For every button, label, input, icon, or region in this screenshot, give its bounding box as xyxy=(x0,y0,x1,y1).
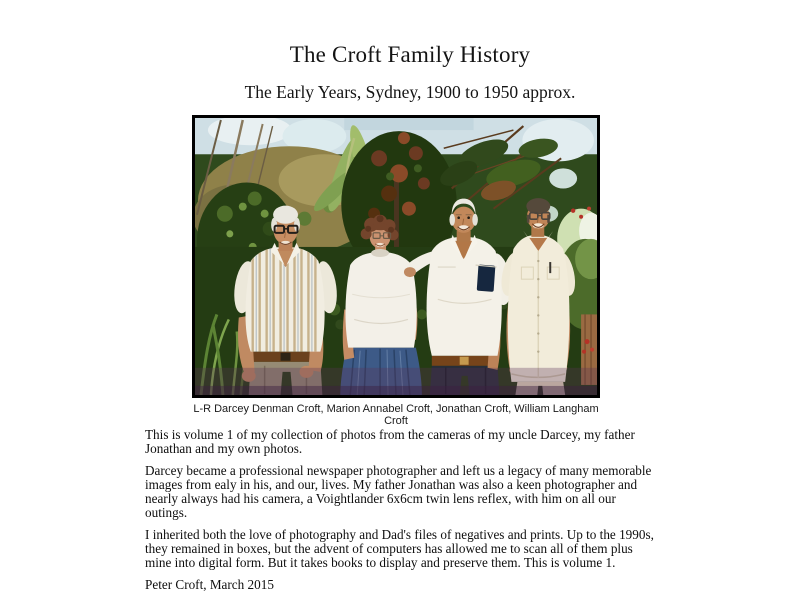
document-subtitle: The Early Years, Sydney, 1900 to 1950 approx. xyxy=(244,82,576,102)
paragraph-2: Darcey became a professional newspaper photographer and left us a legacy of many memorable images from ealy in his, and our, lives. My father Jonathan was also a keen photographer and nearly always had his camera, a Voightlander 6x6cm twin lens reflex, with him on all our outings. xyxy=(145,463,652,520)
photo-caption: L-R Darcey Denman Croft, Marion Annabel Croft, Jonathan Croft, William Langham Croft xyxy=(193,403,599,427)
photo-bottom-tint xyxy=(195,368,597,395)
signature: Peter Croft, March 2015 xyxy=(145,577,274,593)
document-title: The Croft Family History xyxy=(289,42,531,67)
paragraph-3: I inherited both the love of photography and Dad's files of negatives and prints. Up to the 1990s, they remained in boxes, but the advent of computers has allowed me to scan all of them plus mine into digital form. But it takes books to display and preserve them. This is volume 1. xyxy=(145,527,654,570)
body-text xyxy=(145,428,661,601)
paragraph-1: This is volume 1 of my collection of photos from the cameras of my uncle Darcey, my father Jonathan and my own photos. xyxy=(145,427,635,456)
family-photo xyxy=(192,115,600,398)
photo-illustration xyxy=(195,118,597,395)
